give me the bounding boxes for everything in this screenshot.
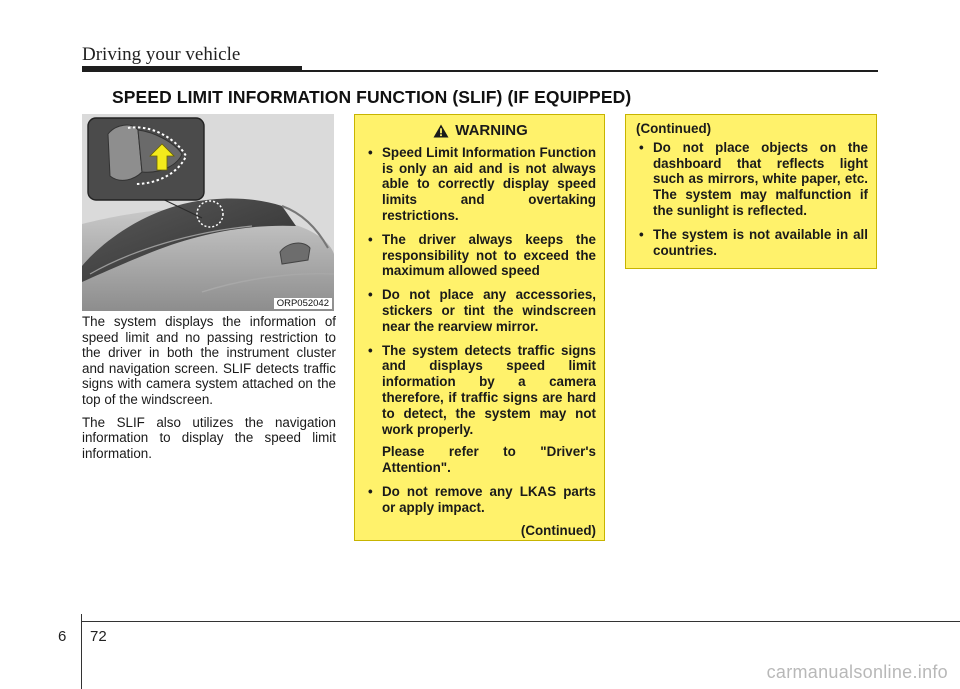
footer-horizontal-rule (82, 621, 960, 622)
body-paragraph: The SLIF also utilizes the navigation information to display the speed limit information. (82, 414, 336, 461)
header-rule-thick (82, 66, 302, 72)
warning-heading (365, 123, 596, 139)
car-windscreen-figure (82, 114, 334, 311)
warning-item: • The driver always keeps the responsibility not to exceed the maximum allowed speed (365, 232, 596, 279)
warning-item: • Do not place objects on the dashboard that reflects light such as mirrors, white paper, etc. The system may malfunction if the sunlight is reflected. (636, 140, 868, 219)
page-title: SPEED LIMIT INFORMATION FUNCTION (SLIF) (IF EQUIPPED) (112, 87, 632, 107)
chapter-number: 6 (58, 628, 67, 645)
watermark: carmanualsonline.info (766, 662, 948, 682)
warning-item: • Do not remove any LKAS parts or apply impact. (365, 484, 596, 516)
warning-list (636, 140, 868, 259)
page-number: 72 (90, 628, 107, 645)
warning-item: • Do not place any accessories, stickers or tint the windscreen near the rearview mirror. (365, 287, 596, 334)
warning-box-continued (625, 114, 877, 269)
warning-triangle-icon (433, 124, 449, 138)
figure-code: ORP052042 (274, 298, 332, 309)
footer-vertical-rule (81, 614, 82, 689)
warning-list (365, 145, 596, 516)
section-header: Driving your vehicle (82, 44, 241, 65)
header-rule-thin (300, 70, 878, 72)
car-illustration (82, 114, 334, 311)
warning-item: • Speed Limit Information Function is only an aid and is not always able to correctly display speed limits and overtaking restrictions. (365, 145, 596, 224)
warning-title: WARNING (455, 122, 528, 139)
warning-item: • The system detects traffic signs and displays speed limit information by a camera therefore, if traffic signs are hard to detect, the system may not work properly. Please refer to "Driver's Attention". (365, 343, 596, 476)
continued-label: (Continued) (520, 522, 596, 538)
warning-item: • The system is not available in all countries. (636, 227, 868, 259)
warning-item-note: Please refer to "Driver's Attention". (382, 444, 596, 476)
body-text (82, 314, 336, 468)
body-paragraph: The system displays the information of speed limit and no passing restriction to the driver in both the instrument cluster and navigation screen. SLIF detects traffic signs with camera system attached on the top of the windscreen. (82, 314, 336, 407)
continued-label: (Continued) (636, 121, 712, 136)
warning-box (354, 114, 605, 541)
